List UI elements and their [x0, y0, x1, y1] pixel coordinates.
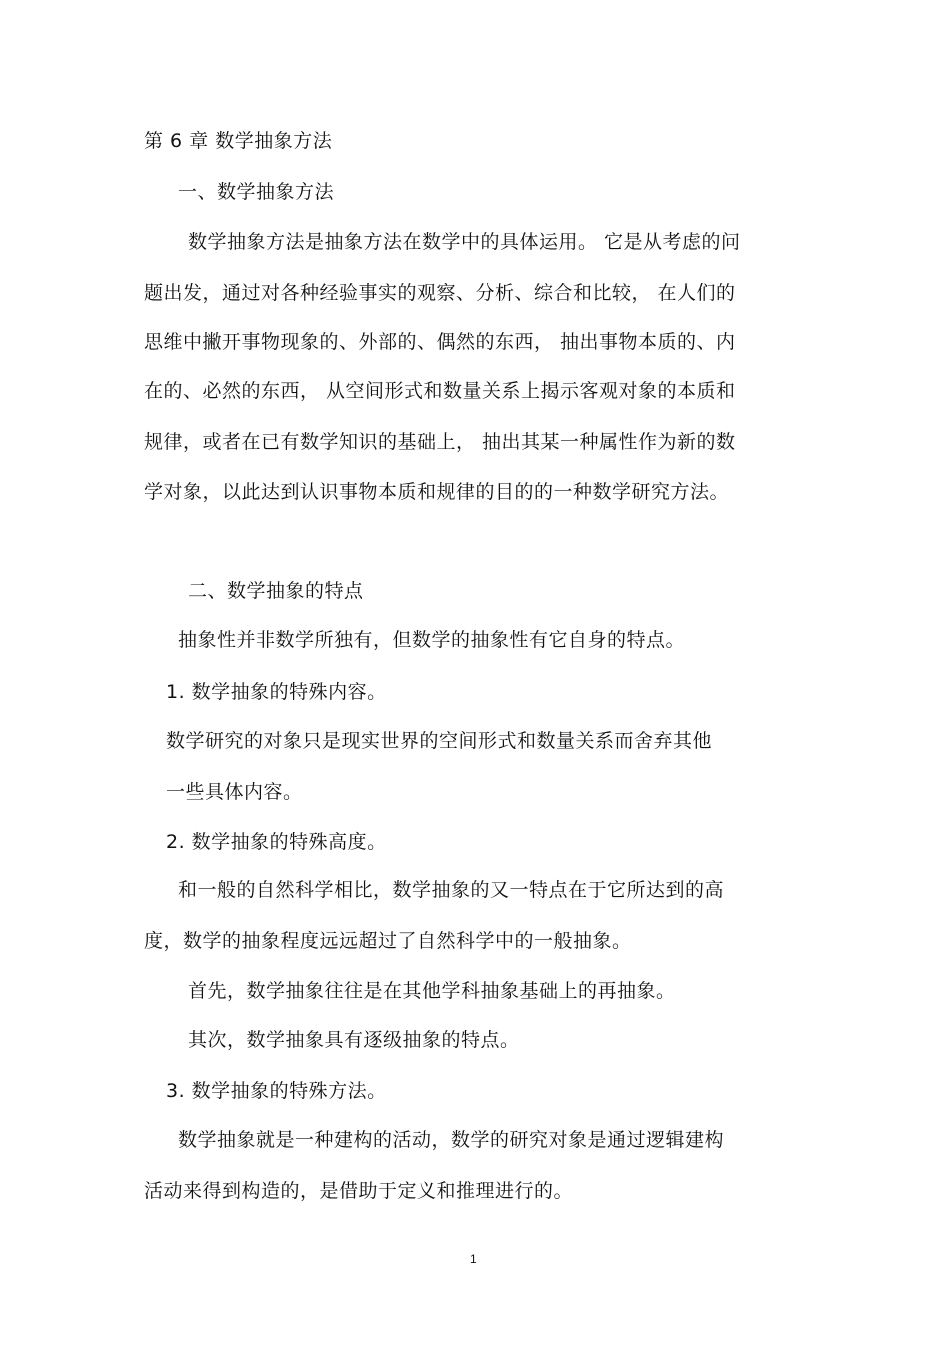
item2-line-2: 度，数学的抽象程度远远超过了自然科学中的一般抽象。	[144, 930, 632, 952]
item3-line-2: 活动来得到构造的，是借助于定义和推理进行的。	[144, 1180, 574, 1202]
section1-heading: 一、数学抽象方法	[178, 181, 335, 203]
section1-line-4: 在的、必然的东西， 从空间形式和数量关系上揭示客观对象的本质和	[144, 380, 736, 402]
section2-intro: 抽象性并非数学所独有，但数学的抽象性有它自身的特点。	[178, 629, 686, 651]
item2-first: 首先，数学抽象往往是在其他学科抽象基础上的再抽象。	[188, 980, 676, 1002]
section1-line-2: 题出发，通过对各种经验事实的观察、分析、综合和比较， 在人们的	[144, 282, 736, 304]
section1-line-3: 思维中撇开事物现象的、外部的、偶然的东西， 抽出事物本质的、内	[144, 331, 736, 353]
item2-second: 其次，数学抽象具有逐级抽象的特点。	[188, 1029, 520, 1051]
item3-title: 3. 数学抽象的特殊方法。	[166, 1080, 387, 1102]
section1-line-1: 数学抽象方法是抽象方法在数学中的具体运用。 它是从考虑的问	[188, 231, 741, 253]
item1-line-1: 数学研究的对象只是现实世界的空间形式和数量关系而舍弃其他	[166, 730, 713, 752]
item1-line-2: 一些具体内容。	[166, 781, 303, 803]
page-number: 1	[470, 1252, 477, 1266]
item2-line-1: 和一般的自然科学相比，数学抽象的又一特点在于它所达到的高	[178, 879, 725, 901]
section2-heading: 二、数学抽象的特点	[188, 580, 364, 602]
section1-line-6: 学对象，以此达到认识事物本质和规律的目的的一种数学研究方法。	[144, 481, 730, 503]
section1-line-5: 规律，或者在已有数学知识的基础上， 抽出其某一种属性作为新的数	[144, 431, 736, 453]
chapter-title: 第 6 章 数学抽象方法	[144, 130, 333, 152]
item1-title: 1. 数学抽象的特殊内容。	[166, 681, 387, 703]
item2-title: 2. 数学抽象的特殊高度。	[166, 831, 387, 853]
item3-line-1: 数学抽象就是一种建构的活动，数学的研究对象是通过逻辑建构	[178, 1129, 725, 1151]
